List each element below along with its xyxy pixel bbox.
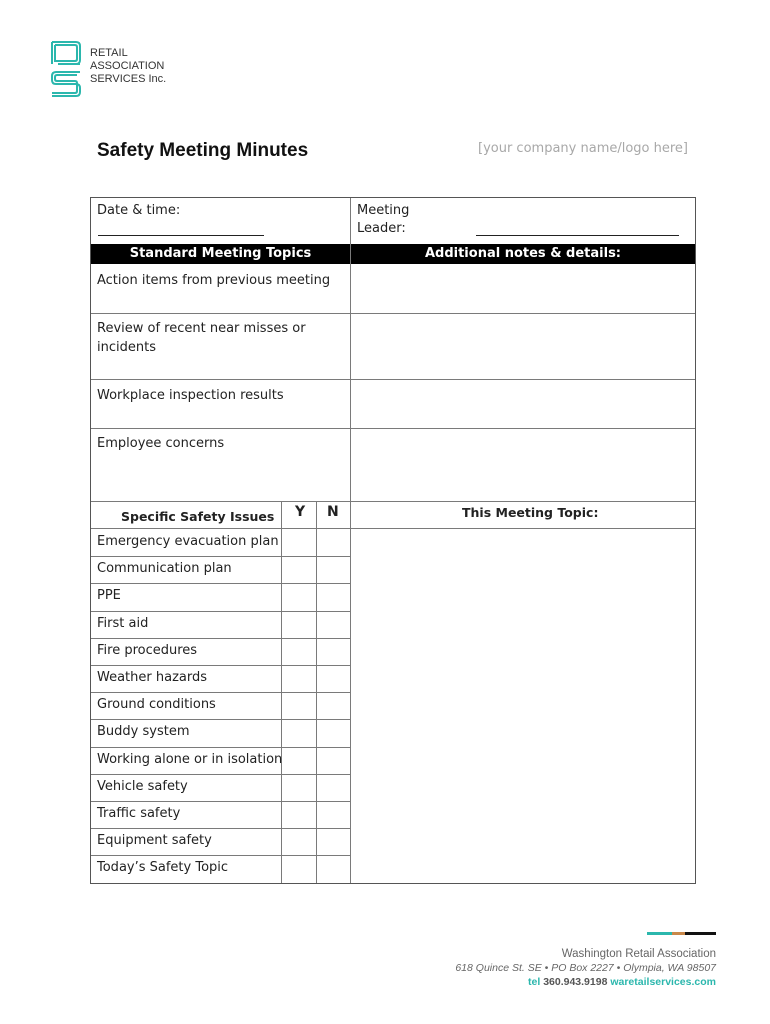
issue-label: Equipment safety [97,833,212,849]
logo-line-1: RETAIL [90,47,128,59]
topic-inspection: Workplace inspection results [97,388,284,403]
topic-near-misses-cont: incidents [97,340,156,355]
issue-label: Fire procedures [97,642,198,658]
footer-accent-orange [672,932,685,935]
logo-text [90,47,166,86]
this-meeting-topic-label: This Meeting Topic: [462,505,599,520]
issue-yes-checkbox[interactable] [282,801,316,828]
issue-no-checkbox[interactable] [317,801,350,828]
issue-yes-checkbox[interactable] [282,583,316,610]
issue-yes-checkbox[interactable] [282,828,316,855]
footer-accent-black [685,932,716,935]
footer-phone: 360.943.9198 [543,976,608,988]
standard-topics-header: Standard Meeting Topics [91,244,350,264]
issue-no-checkbox[interactable] [317,747,350,774]
footer-accent-teal [647,932,672,935]
footer-tel-label: tel [528,976,541,988]
issue-label: First aid [97,615,149,631]
issue-no-checkbox[interactable] [317,719,350,746]
issue-no-checkbox[interactable] [317,665,350,692]
issue-label: Weather hazards [97,670,208,685]
issue-yes-checkbox[interactable] [282,665,316,692]
logo-line-2: ASSOCIATION [90,60,165,72]
topic-employee-concerns: Employee concerns [97,436,225,451]
page-title: Safety Meeting Minutes [97,140,309,161]
issue-yes-checkbox[interactable] [282,855,316,882]
issue-label: Buddy system [97,724,190,740]
issue-label: Working alone or in isolation [97,751,283,767]
footer-org: Washington Retail Association [561,948,716,960]
issue-label: Ground conditions [97,697,216,713]
issue-yes-checkbox[interactable] [282,692,316,719]
specific-issues-header: Specific Safety Issues [121,509,275,524]
issue-no-checkbox[interactable] [317,855,350,882]
additional-notes-header: Additional notes & details: [351,244,695,264]
notes-near-misses[interactable] [351,314,695,379]
issue-yes-checkbox[interactable] [282,774,316,801]
issue-yes-checkbox[interactable] [282,529,316,556]
footer-website[interactable]: waretailservices.com [610,976,716,988]
date-time-field[interactable] [98,235,264,236]
leader-label-1: Meeting [357,203,410,218]
issue-no-checkbox[interactable] [317,828,350,855]
issue-no-checkbox[interactable] [317,692,350,719]
issue-yes-checkbox[interactable] [282,556,316,583]
notes-action-items[interactable] [351,264,695,313]
issue-label: Today’s Safety Topic [97,860,229,876]
issue-label: Communication plan [97,561,232,577]
no-column-header: N [327,504,339,520]
issue-no-checkbox[interactable] [317,556,350,583]
issue-yes-checkbox[interactable] [282,719,316,746]
logo-line-3: SERVICES Inc. [90,73,167,85]
meeting-form [90,197,696,884]
topic-action-items: Action items from previous meeting [97,273,331,288]
issue-label: PPE [97,588,121,604]
notes-employee-concerns[interactable] [351,429,695,501]
topic-near-misses: Review of recent near misses or [97,321,306,336]
issue-no-checkbox[interactable] [317,611,350,638]
issue-yes-checkbox[interactable] [282,611,316,638]
meeting-leader-field[interactable] [476,235,679,236]
leader-label-2: Leader: [357,221,406,236]
issue-no-checkbox[interactable] [317,529,350,556]
issue-no-checkbox[interactable] [317,638,350,665]
this-meeting-topic-notes[interactable] [351,529,695,883]
notes-inspection[interactable] [351,380,695,428]
issue-no-checkbox[interactable] [317,583,350,610]
company-logo-placeholder[interactable]: [your company name/logo here] [478,141,688,156]
issue-yes-checkbox[interactable] [282,747,316,774]
rs-logo-icon [50,40,82,98]
date-time-label: Date & time: [97,203,181,218]
issue-yes-checkbox[interactable] [282,638,316,665]
footer-address: 618 Quince St. SE • PO Box 2227 • Olympia, WA 98507 [455,962,716,974]
issue-label: Emergency evacuation plan [97,534,279,549]
yes-column-header: Y [295,504,306,520]
divider [91,501,695,502]
issue-label: Vehicle safety [97,778,188,794]
issue-label: Traffic safety [97,806,181,821]
issue-no-checkbox[interactable] [317,774,350,801]
footer-contact [528,976,716,988]
